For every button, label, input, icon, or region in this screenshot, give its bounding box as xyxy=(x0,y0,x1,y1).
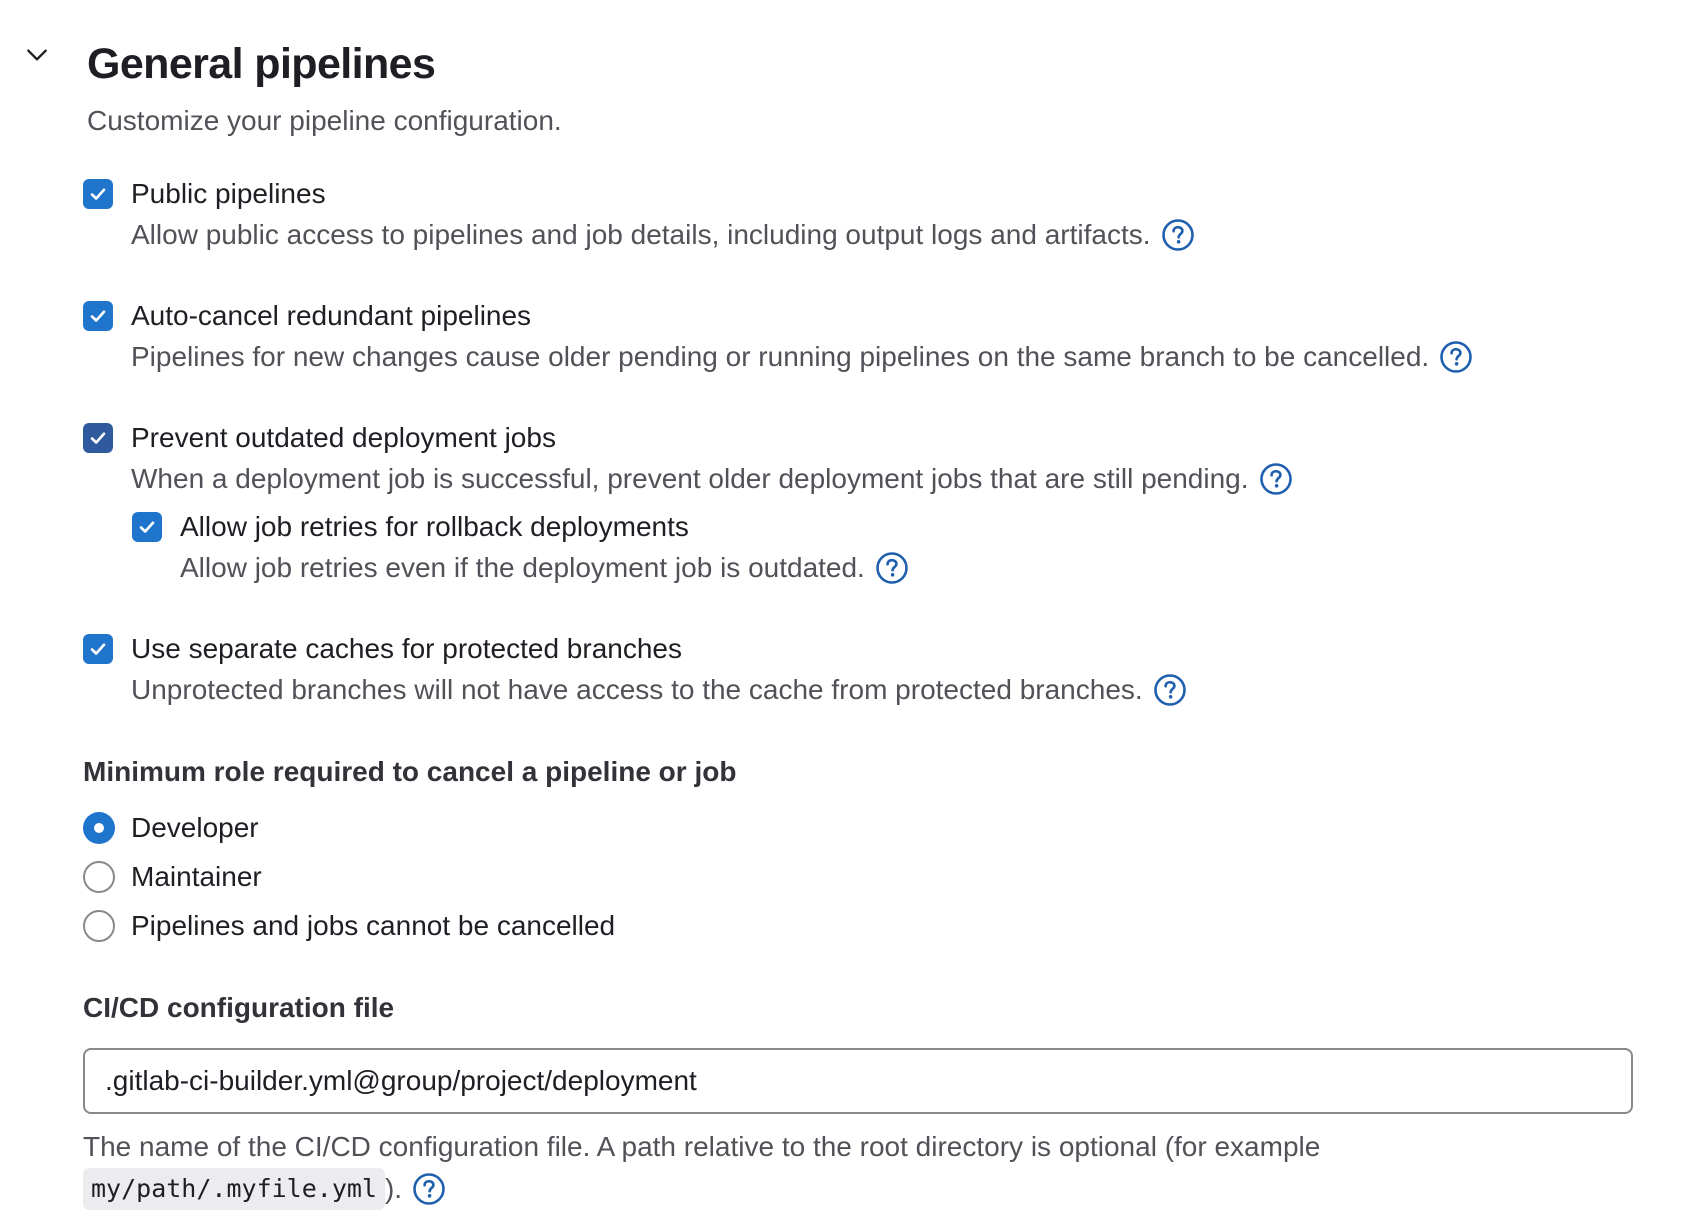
allow-job-retries-help-text: Allow job retries even if the deployment job is outdated. xyxy=(180,552,865,583)
prevent-outdated-help-text: When a deployment job is successful, prevent older deployment jobs that are still pending. xyxy=(131,463,1249,494)
check-icon xyxy=(88,639,108,659)
public-pipelines-help-text: Allow public access to pipelines and job details, including output logs and artifacts. xyxy=(131,219,1151,250)
question-circle-icon[interactable] xyxy=(1259,462,1293,496)
separate-caches-help xyxy=(131,672,1187,708)
section-title: General pipelines xyxy=(87,40,436,88)
prevent-outdated-help xyxy=(131,461,1293,497)
ci-config-example-code: my/path/.myfile.yml xyxy=(83,1168,385,1210)
option-public-pipelines xyxy=(83,176,1195,253)
public-pipelines-checkbox[interactable] xyxy=(83,179,113,209)
auto-cancel-checkbox[interactable] xyxy=(83,301,113,331)
section-header xyxy=(22,40,52,70)
check-icon xyxy=(88,184,108,204)
allow-job-retries-checkbox[interactable] xyxy=(132,512,162,542)
ci-config-label: CI/CD configuration file xyxy=(83,992,395,1023)
ci-config-help-text: The name of the CI/CD configuration file. A path relative to the root directory is optional (for example xyxy=(83,1131,1321,1162)
check-icon xyxy=(137,517,157,537)
developer-radio[interactable] xyxy=(83,812,115,844)
check-icon xyxy=(88,306,108,326)
maintainer-radio[interactable] xyxy=(83,861,115,893)
public-pipelines-help xyxy=(131,217,1195,253)
option-prevent-outdated xyxy=(83,420,1293,497)
public-pipelines-label[interactable]: Public pipelines xyxy=(131,178,326,209)
radio-option-developer xyxy=(83,810,259,846)
ci-config-help-example xyxy=(83,1168,446,1210)
allow-job-retries-label[interactable]: Allow job retries for rollback deployments xyxy=(180,511,689,542)
question-circle-icon[interactable] xyxy=(412,1172,446,1206)
question-circle-icon[interactable] xyxy=(875,551,909,585)
option-auto-cancel xyxy=(83,298,1473,375)
auto-cancel-label[interactable]: Auto-cancel redundant pipelines xyxy=(131,300,532,331)
developer-radio-label[interactable]: Developer xyxy=(131,812,259,843)
radio-option-cannot-cancel xyxy=(83,908,615,944)
cannot-cancel-radio[interactable] xyxy=(83,910,115,942)
cannot-cancel-radio-label[interactable]: Pipelines and jobs cannot be cancelled xyxy=(131,910,616,941)
auto-cancel-help-text: Pipelines for new changes cause older pending or running pipelines on the same branch to be cancelled. xyxy=(131,341,1430,372)
section-description: Customize your pipeline configuration. xyxy=(87,105,562,136)
collapse-toggle-button[interactable] xyxy=(22,40,52,70)
option-separate-caches xyxy=(83,631,1187,708)
chevron-down-icon xyxy=(24,42,50,68)
question-circle-icon[interactable] xyxy=(1161,218,1195,252)
radio-option-maintainer xyxy=(83,859,262,895)
option-allow-job-retries xyxy=(132,509,909,586)
cancel-role-group-label: Minimum role required to cancel a pipeline or job xyxy=(83,756,737,787)
allow-job-retries-help xyxy=(180,550,909,586)
prevent-outdated-label[interactable]: Prevent outdated deployment jobs xyxy=(131,422,556,453)
question-circle-icon[interactable] xyxy=(1153,673,1187,707)
maintainer-radio-label[interactable]: Maintainer xyxy=(131,861,262,892)
separate-caches-label[interactable]: Use separate caches for protected branches xyxy=(131,633,682,664)
ci-config-input[interactable] xyxy=(83,1048,1633,1114)
separate-caches-checkbox[interactable] xyxy=(83,634,113,664)
separate-caches-help-text: Unprotected branches will not have access to the cache from protected branches. xyxy=(131,674,1143,705)
prevent-outdated-checkbox[interactable] xyxy=(83,423,113,453)
auto-cancel-help xyxy=(131,339,1473,375)
question-circle-icon[interactable] xyxy=(1439,340,1473,374)
check-icon xyxy=(88,428,108,448)
ci-config-help-suffix: ). xyxy=(384,1173,403,1204)
